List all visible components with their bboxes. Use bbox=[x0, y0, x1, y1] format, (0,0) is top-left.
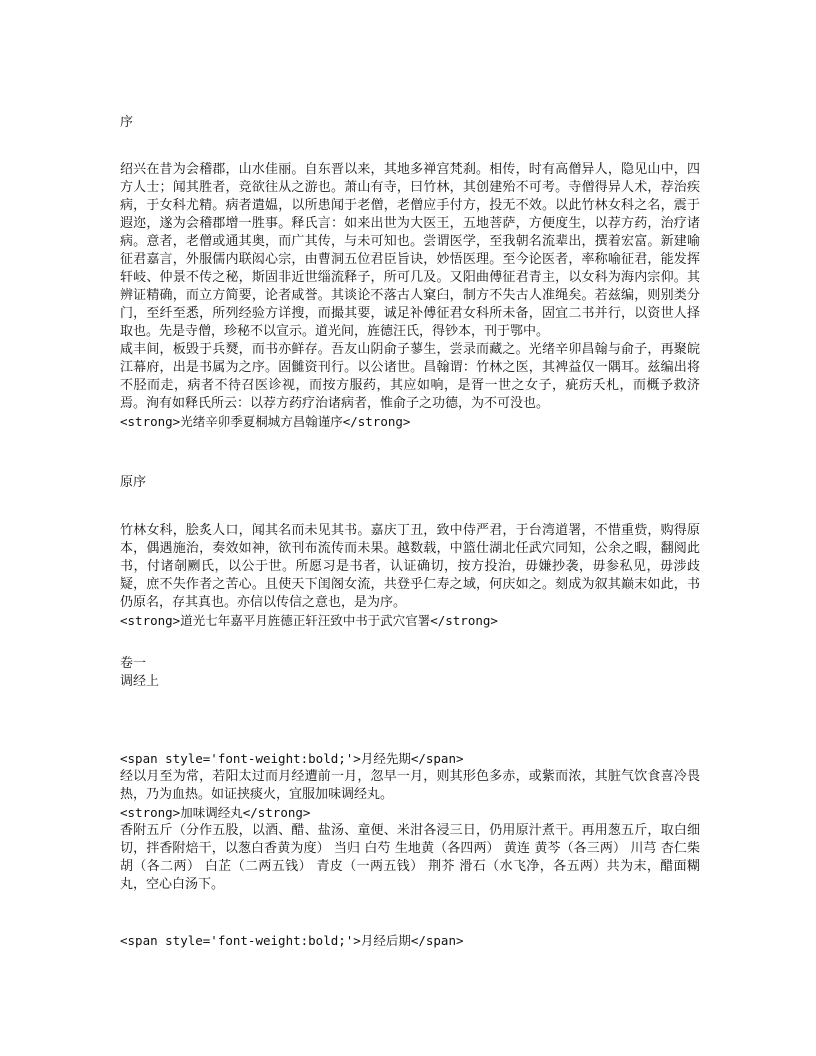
original-preface-paragraph: 竹林女科，脍炙人口，闻其名而未见其书。嘉庆丁丑，致中侍严君，于台湾道署，不惜重赀，购得原本，偶遇施治，奏效如神，欲刊布流传而未果。越数载，中篮仕湖北任武穴同知，公余之暇，翻阅此书，付诸剞劂氏，以公于世。所愿习是书者，认证确切，按方投治，毋嫌抄袭，毋参私见，毋涉歧疑，庶不失作者之苦心。且使天下闺阁女流，共登乎仁寿之域，何庆如之。刻成为叙其巅末如此，书仍原名，存其真也。亦信以传信之意也，是为序。 bbox=[120, 523, 700, 610]
preface-heading: 序 bbox=[120, 115, 134, 130]
original-preface-heading: 原序 bbox=[120, 475, 147, 490]
volume-title: 卷一 bbox=[120, 656, 147, 671]
preface-paragraph-1: 绍兴在昔为会稽郡，山水佳丽。自东晋以来，其地多禅宫梵刹。相传，时有高僧异人，隐见山中，四方人士；闻其胜者，竞欲往从之游也。萧山有寺，曰竹林，其创建殆不可考。寺僧得异人术，荐治疾病，于女科尤精。病者遣媪，以所患闻于老僧，老僧应手付方，投无不效。以此竹林女科之名，震于遐迩，遂为会稽郡增一胜事。释氏言：如来出世为大医王，五地菩萨，方便度生，以荐方药，治疗诸病。意者，老僧或通其奥，而广其传，与未可知也。尝谓医学，至我朝名流辈出，撰着宏富。新建喻征君嘉言，外服儒内联闳心宗，由曹洞五位君臣旨诀，妙悟医理。至今论医者，率称喻征君，能发挥轩岐、仲景不传之秘，斯固非近世缁流释子，所可几及。又阳曲傅征君青主，以女科为海内宗仰。其辨证精确，而立方简要，论者咸誉。其谈论不落古人窠臼，制方不失古人准绳矣。若兹编，则别类分门，至纤至悉，所列经验方详搜，而撮其要，诚足补傅征君女科所未备，固宜二书并行，以资世人择取也。先是寺僧，珍秘不以宣示。道光间，旌德汪氏，得钞本，刊于鄂中。 bbox=[120, 162, 700, 339]
section-title: <span style='font-weight:bold;'>月经先期</span> bbox=[120, 751, 464, 766]
original-preface-signature: <strong>道光七年嘉平月旌德正轩汪致中书于武穴官署</strong> bbox=[120, 613, 498, 628]
section-late-menstruation bbox=[120, 932, 700, 950]
volume-header bbox=[120, 655, 700, 691]
formula-text: 香附五斤（分作五股，以酒、醋、盐汤、童便、米泔各浸三日，仍用原汁煮干。再用葱五斤，取白细切，拌香附焙干，以葱白香黄为度） 当归 白芍 生地黄（各四两） 黄连 黄芩（各三两） 川芎 杏仁柴胡（各二两） 白芷（二两五钱） 青皮（一两五钱） 荆芥 滑石（水飞净，各五两）共为末，醋面糊丸，空心白汤下。 bbox=[120, 823, 700, 892]
section-early-menstruation bbox=[120, 750, 700, 894]
preface-signature: <strong>光绪辛卯季夏桐城方昌翰谨序</strong> bbox=[120, 414, 411, 429]
section-text: 经以月至为常，若阳太过而月经遭前一月，忽早一月，则其形色多赤，或紫而浓，其脏气饮食喜冷畏热，乃为血热。如证挟痰火，宜服加味调经丸。 bbox=[120, 769, 700, 802]
preface-body bbox=[120, 161, 700, 431]
formula-name: <strong>加味调经丸</strong> bbox=[120, 805, 311, 820]
volume-subtitle: 调经上 bbox=[120, 674, 160, 689]
section-title: <span style='font-weight:bold;'>月经后期</span> bbox=[120, 933, 464, 948]
preface-paragraph-2: 咸丰间，板毁于兵燹，而书亦鲜存。吾友山阴俞子蓼生，尝录而藏之。光绪辛卯昌翰与俞子，再聚皖江幕府，出是书属为之序。固雠资刊行。以公诸世。昌翰谓：竹林之医，其裨益仅一隅耳。兹编出将不胫而走，病者不待召医诊视，而按方服药，其应如响，是胥一世之女子，疵疠夭札，而概予救济焉。洵有如释氏所云：以荐方药疗治诸病者，惟俞子之功德，为不可没也。 bbox=[120, 342, 700, 411]
original-preface-body bbox=[120, 522, 700, 630]
